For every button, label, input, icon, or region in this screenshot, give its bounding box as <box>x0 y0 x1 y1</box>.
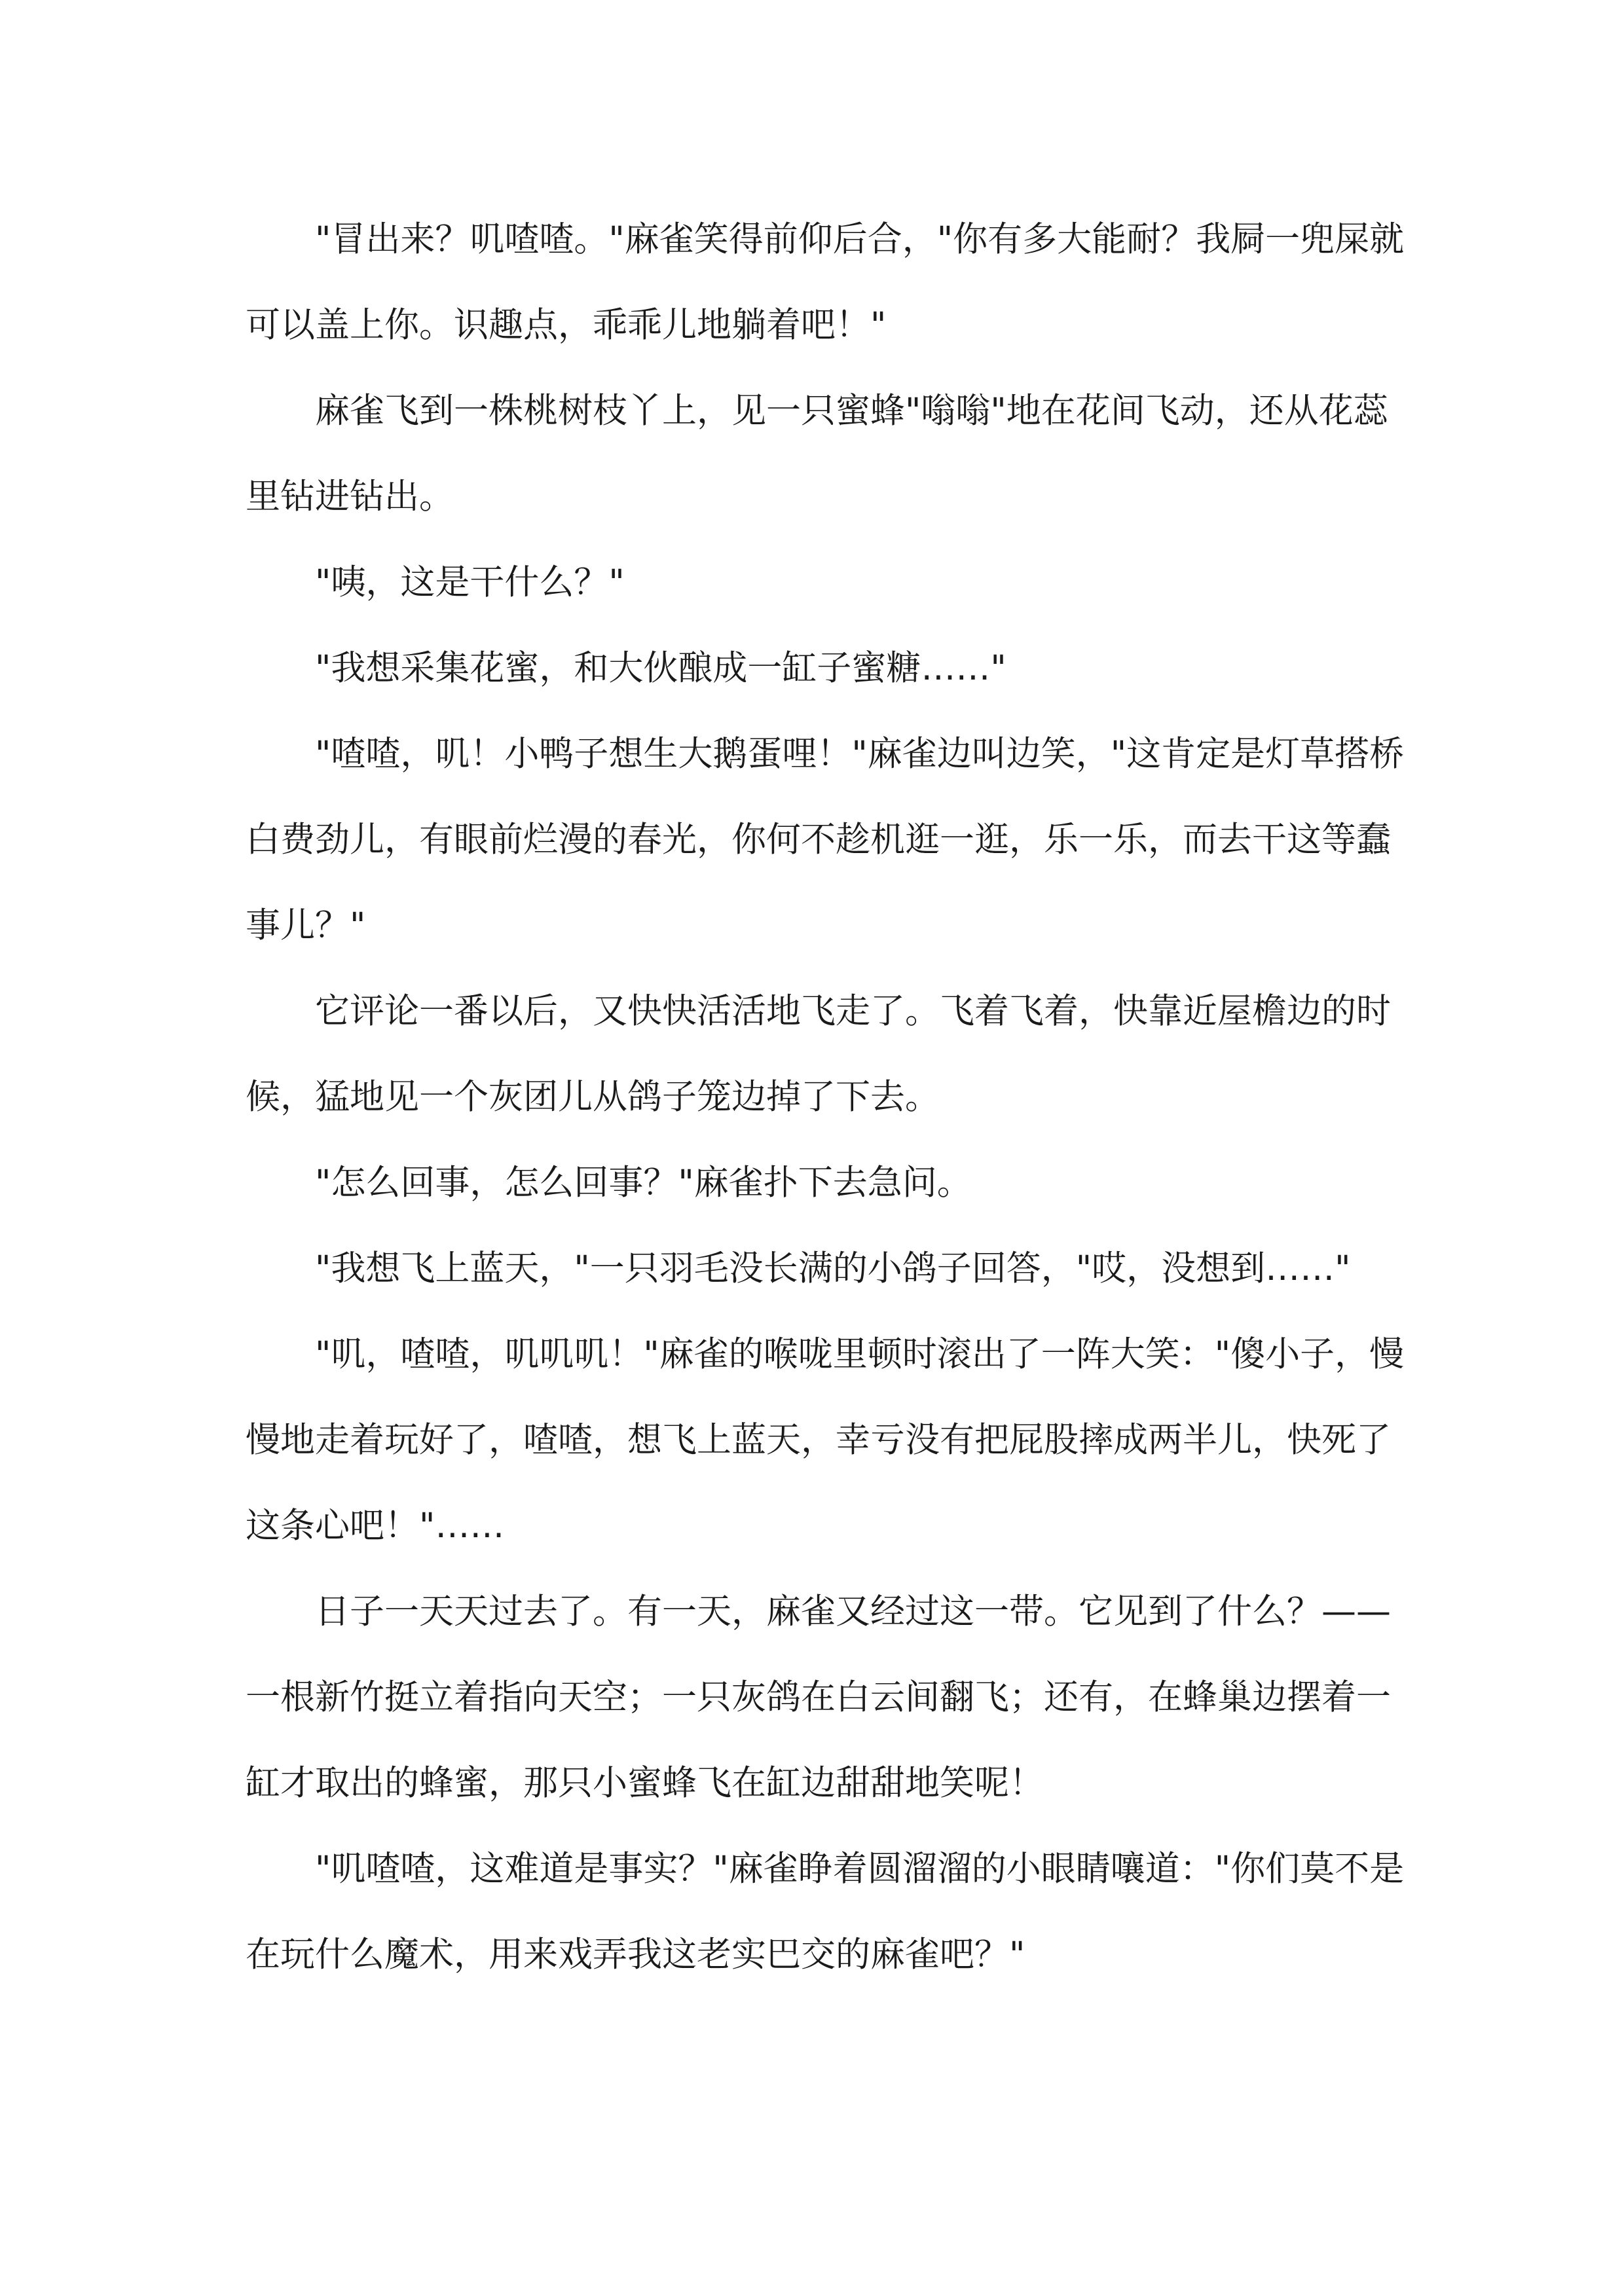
paragraph-9: "叽，喳喳，叽叽叽！"麻雀的喉咙里顿时滚出了一阵大笑："傻小子，慢慢地走着玩好了，喳喳，想飞上蓝天，幸亏没有把屁股摔成两半儿，快死了这条心吧！"…… <box>246 1334 1405 1546</box>
paragraph-6: 它评论一番以后，又快快活活地飞走了。飞着飞着，快靠近屋檐边的时候，猛地见一个灰团儿从鸽子笼边掉了下去。 <box>246 991 1391 1117</box>
paragraph-8: "我想飞上蓝天，"一只羽毛没长满的小鸽子回答，"哎，没想到……" <box>315 1248 1351 1288</box>
paragraph-4: "我想采集花蜜，和大伙酿成一缸子蜜糖……" <box>315 648 1006 688</box>
paragraph-2: 麻雀飞到一株桃树枝丫上，见一只蜜蜂"嗡嗡"地在花间飞动，还从花蕊里钻进钻出。 <box>246 391 1388 517</box>
paragraph-5: "喳喳，叽！小鸭子想生大鹅蛋哩！"麻雀边叫边笑，"这肯定是灯草搭桥白费劲儿，有眼前烂漫的春光，你何不趁机逛一逛，乐一乐，而去干这等蠢事儿？" <box>246 734 1405 945</box>
paragraph-3: "咦，这是干什么？" <box>315 562 625 602</box>
paragraph-11: "叽喳喳，这难道是事实？"麻雀睁着圆溜溜的小眼睛嚷道："你们莫不是在玩什么魔术，用来戏弄我这老实巴交的麻雀吧？" <box>246 1849 1405 1975</box>
paragraph-1: "冒出来？叽喳喳。"麻雀笑得前仰后合，"你有多大能耐？我屙一兜屎就可以盖上你。识趣点，乖乖儿地躺着吧！" <box>246 219 1405 345</box>
paragraph-10: 日子一天天过去了。有一天，麻雀又经过这一带。它见到了什么？——一根新竹挺立着指向天空；一只灰鸽在白云间翻飞；还有，在蜂巢边摆着一缸才取出的蜂蜜，那只小蜜蜂飞在缸边甜甜地笑呢！ <box>246 1592 1391 1803</box>
document-page <box>246 196 1405 1997</box>
paragraph-7: "怎么回事，怎么回事？"麻雀扑下去急问。 <box>315 1163 972 1203</box>
